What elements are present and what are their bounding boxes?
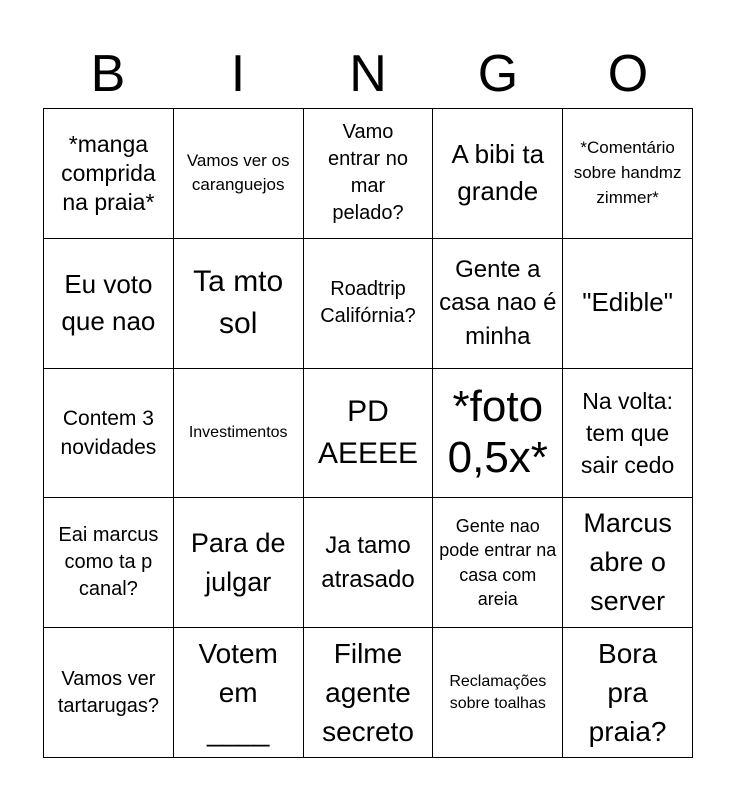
bingo-cell[interactable]: [433, 369, 563, 499]
bingo-cell[interactable]: [304, 498, 434, 628]
cell-text: Reclamações sobre toalhas: [449, 673, 547, 712]
cell-text: *manga comprida na praia*: [61, 131, 156, 215]
bingo-cell[interactable]: [174, 239, 304, 369]
cell-text: Vamos ver os caranguejos: [186, 150, 290, 195]
bingo-cell[interactable]: [174, 109, 304, 239]
cell-text: *foto 0,5x*: [447, 382, 548, 482]
cell-text: Vamo entrar no mar pelado?: [327, 121, 409, 225]
header-letter-b: B: [90, 45, 126, 103]
bingo-cell[interactable]: [44, 239, 174, 369]
bingo-cell[interactable]: [433, 498, 563, 628]
bingo-cell[interactable]: [563, 369, 693, 499]
bingo-cell[interactable]: [433, 239, 563, 369]
bingo-cell[interactable]: [304, 109, 434, 239]
bingo-cell[interactable]: [44, 369, 174, 499]
cell-text: *Comentário sobre handmz zimmer*: [573, 138, 682, 207]
cell-text: Gente nao pode entrar na casa com areia: [439, 516, 557, 610]
bingo-cell[interactable]: [304, 369, 434, 499]
bingo-cell[interactable]: [174, 628, 304, 758]
cell-text: PD AEEEE: [317, 394, 419, 470]
header-letter-i: I: [230, 45, 246, 103]
header-letter-g: G: [477, 45, 519, 103]
bingo-cell[interactable]: [44, 628, 174, 758]
bingo-cell[interactable]: [563, 109, 693, 239]
bingo-cell[interactable]: [44, 498, 174, 628]
cell-text: Vamos ver tartarugas?: [57, 667, 159, 717]
cell-text: Votem em ____: [198, 637, 278, 748]
cell-text: Contem 3 novidades: [60, 406, 157, 459]
bingo-cell[interactable]: [433, 109, 563, 239]
bingo-cell[interactable]: [304, 239, 434, 369]
cell-text: Ta mto sol: [193, 265, 284, 341]
cell-text: Eai marcus como ta p canal?: [58, 524, 159, 601]
cell-text: Bora pra praia?: [588, 637, 667, 748]
cell-text: A bibi ta grande: [451, 138, 545, 207]
bingo-cell[interactable]: [563, 239, 693, 369]
bingo-cell[interactable]: [304, 628, 434, 758]
cell-text: "Edible": [582, 287, 673, 318]
cell-text: Gente a casa nao é minha: [439, 255, 557, 350]
cell-text: Eu voto que nao: [61, 268, 156, 337]
bingo-cell[interactable]: [563, 628, 693, 758]
header-letter-o: O: [607, 45, 649, 103]
header-letter-n: N: [349, 45, 387, 103]
cell-text: Filme agente secreto: [322, 637, 414, 748]
bingo-cell[interactable]: [174, 369, 304, 499]
bingo-cell[interactable]: [174, 498, 304, 628]
bingo-cell[interactable]: [563, 498, 693, 628]
bingo-cell[interactable]: [44, 109, 174, 239]
cell-text: Ja tamo atrasado: [321, 532, 415, 593]
cell-text: Marcus abre o server: [583, 508, 672, 617]
bingo-card-grid: [43, 108, 693, 758]
bingo-cell[interactable]: [433, 628, 563, 758]
cell-text: Para de julgar: [190, 527, 286, 597]
cell-text: Investimentos: [188, 424, 288, 442]
cell-text: Roadtrip Califórnia?: [320, 278, 416, 328]
bingo-header: [43, 40, 693, 108]
cell-text: Na volta: tem que sair cedo: [580, 387, 675, 479]
